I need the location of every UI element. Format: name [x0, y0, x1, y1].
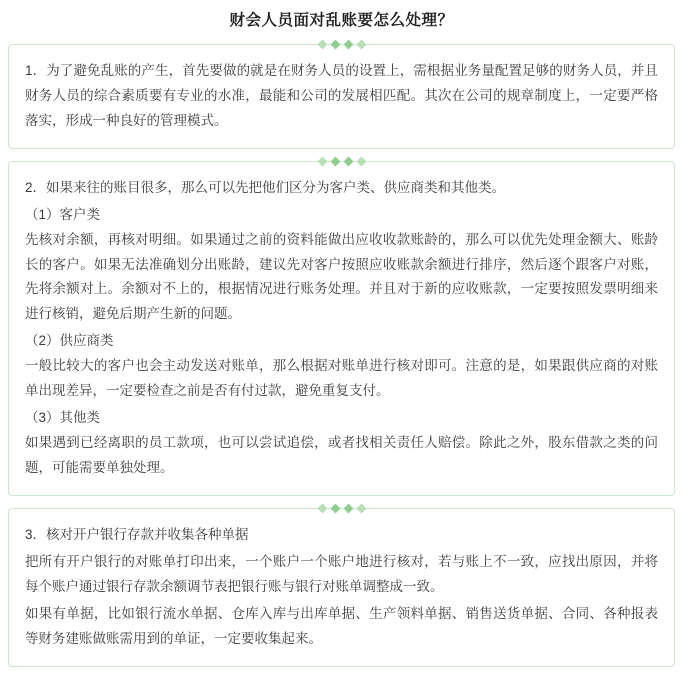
page-title: 财会人员面对乱账要怎么处理？ [229, 12, 454, 29]
paragraph: 一般比较大的客户也会主动发送对账单，那么根据对账单进行核对即可。注意的是，如果跟供应商的对账单出现差异，一定要检查之前是否有付过款，避免重复支付。 [25, 358, 658, 399]
paragraph: 3．核对开户银行存款并收集各种单据 [25, 527, 249, 543]
diamond-ornament-icon [9, 156, 674, 167]
paragraph: 1．为了避免乱账的产生，首先要做的就是在财务人员的设置上，需根据业务量配置足够的财务人员，并且财务人员的综合素质要有专业的水准，最能和公司的发展相匹配。其次在公司的规章制度上，一定要严格落实，形成一种良好的管理模式。 [25, 62, 658, 128]
content-card-1 [8, 44, 675, 149]
subheading: （3）其他类 [25, 410, 101, 426]
content-card-3 [8, 508, 675, 667]
paragraph: 2．如果来往的账目很多，那么可以先把他们区分为客户类、供应商类和其他类。 [25, 179, 506, 195]
paragraph: 把所有开户银行的对账单打印出来，一个账户一个账户地进行核对，若与账上不一致，应找出原因，并将每个账户通过银行存款余额调节表把银行账与银行对账单调整成一致。 [25, 554, 658, 595]
paragraph: 如果遇到已经离职的员工款项，也可以尝试追偿，或者找相关责任人赔偿。除此之外，股东借款之类的问题，可能需要单独处理。 [25, 435, 658, 476]
subheading: （2）供应商类 [25, 333, 114, 349]
diamond-ornament-icon [9, 503, 674, 514]
paragraph: 先核对余额，再核对明细。如果通过之前的资料能做出应收收款账龄的，那么可以优先处理金额大、账龄长的客户。如果无法准确划分出账龄，建议先对客户按照应收账款余额进行排序，然后逐个跟客户对账，先将余额对上。余额对不上的，根据情况进行账务处理。并且对于新的应收账款，一定要按照发票明细来进行核销，避免后期产生新的问题。 [25, 231, 658, 322]
subheading: （1）客户类 [25, 206, 101, 222]
paragraph: 如果有单据，比如银行流水单据、仓库入库与出库单据、生产领料单据、销售送货单据、合同、各种报表等财务建账做账需用到的单证，一定要收集起来。 [25, 606, 658, 647]
content-card-2 [8, 161, 675, 497]
